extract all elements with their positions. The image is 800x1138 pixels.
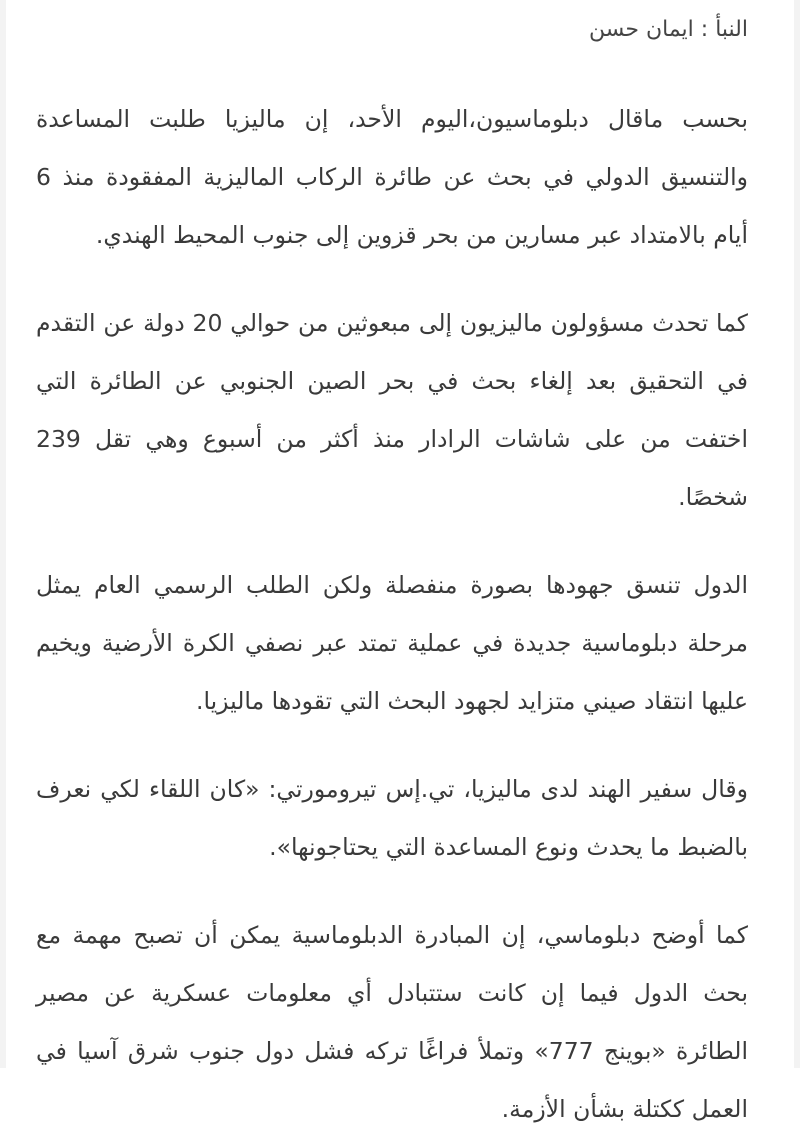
news-article xyxy=(36,8,748,1138)
paragraph-2: كما تحدث مسؤولون ماليزيون إلى مبعوثين من حوالي 20 دولة عن التقدم في التحقيق بعد إلغاء بحث في بحر الصين الجنوبي عن الطائرة التي اختفت من على شاشات الرادار منذ أكثر من أسبوع وهي تقل 239 شخصًا. xyxy=(36,309,748,511)
left-edge-shadow xyxy=(0,0,6,1068)
right-edge-shadow xyxy=(794,0,800,1068)
byline: النبأ : ايمان حسن xyxy=(589,17,748,42)
paragraph-4: وقال سفير الهند لدى ماليزيا، تي.إس تيرومورتي: «كان اللقاء لكي نعرف بالضبط ما يحدث ونوع المساعدة التي يحتاجونها». xyxy=(36,775,748,861)
paragraph-3: الدول تنسق جهودها بصورة منفصلة ولكن الطلب الرسمي العام يمثل مرحلة دبلوماسية جديدة في عملية تمتد عبر نصفي الكرة الأرضية ويخيم عليها انتقاد صيني متزايد لجهود البحث التي تقودها ماليزيا. xyxy=(36,571,748,715)
paragraph-5: كما أوضح دبلوماسي، إن المبادرة الدبلوماسية يمكن أن تصبح مهمة مع بحث الدول فيما إن كانت ستتبادل أي معلومات عسكرية عن مصير الطائرة «بوينج 777» وتملأ فراغًا تركه فشل دول جنوب شرق آسيا في العمل ككتلة بشأن الأزمة. xyxy=(36,921,748,1123)
paragraph-1: بحسب ماقال دبلوماسيون،اليوم الأحد، إن ماليزيا طلبت المساعدة والتنسيق الدولي في بحث عن طائرة الركاب الماليزية المفقودة منذ 6 أيام بالامتداد عبر مسارين من بحر قزوين إلى جنوب المحيط الهندي. xyxy=(36,105,748,249)
